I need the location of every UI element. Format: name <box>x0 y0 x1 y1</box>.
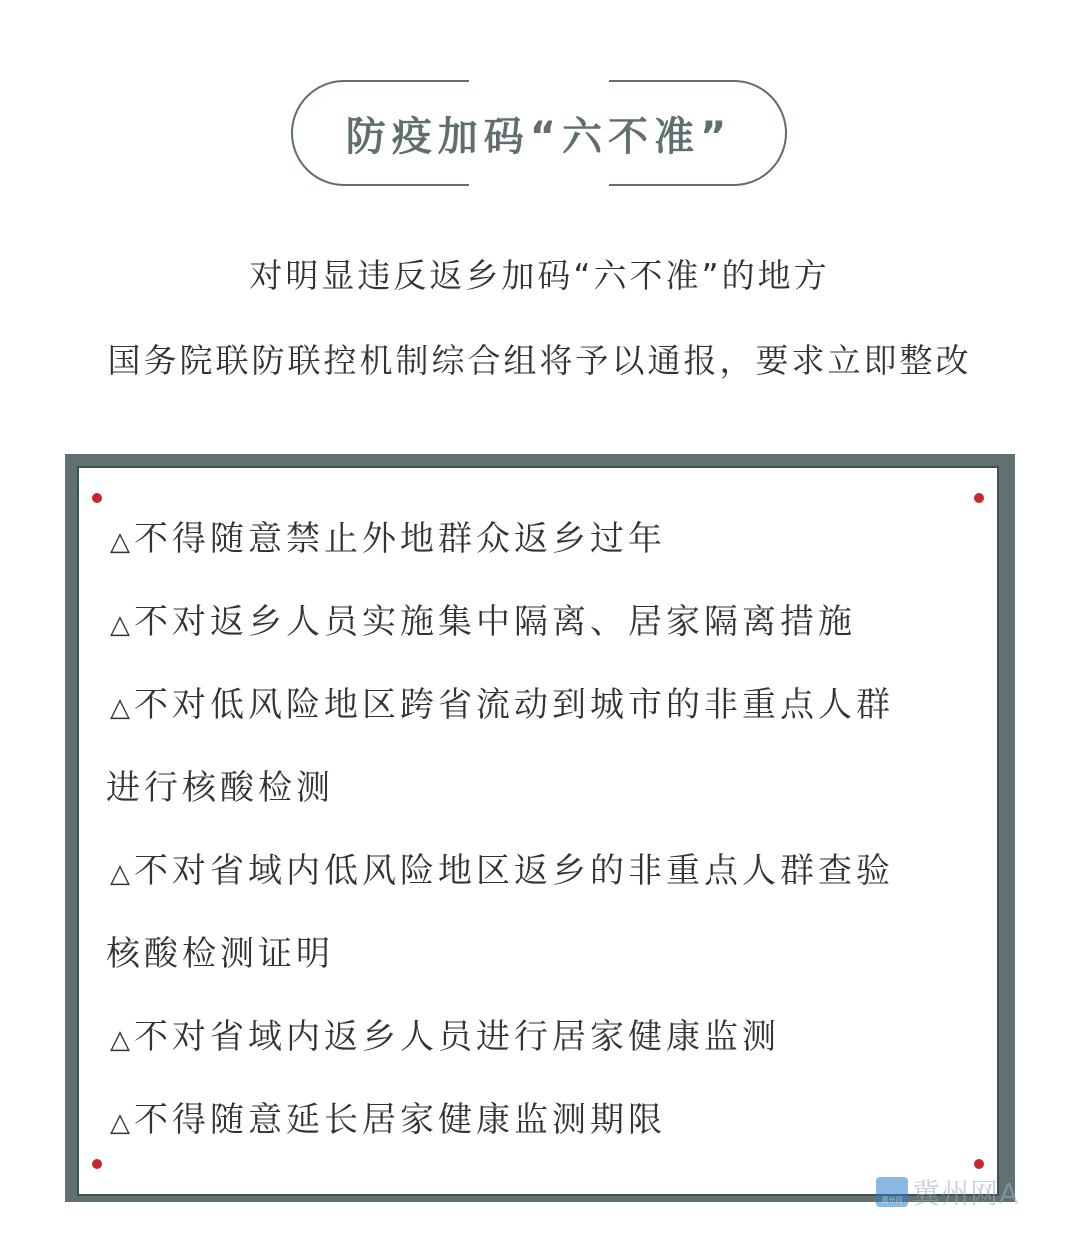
corner-dot-icon <box>974 493 984 503</box>
rule-item-continuation <box>106 934 986 977</box>
watermark <box>876 1172 1019 1212</box>
rule-item-continuation <box>106 768 986 811</box>
triangle-icon: △ <box>110 527 134 557</box>
rules-frame <box>65 454 1015 1202</box>
rule-text: 不对省域内低风险地区返乡的非重点人群查验 <box>134 851 894 891</box>
corner-dot-icon <box>92 493 102 503</box>
rule-text: 不对低风险地区跨省流动到城市的非重点人群 <box>134 685 894 725</box>
rule-text: 不对返乡人员实施集中隔离、居家隔离措施 <box>134 602 856 642</box>
triangle-icon: △ <box>110 859 134 889</box>
title-pill-gap-bottom <box>469 182 609 188</box>
corner-dot-icon <box>974 1159 984 1169</box>
triangle-icon: △ <box>110 1025 134 1055</box>
triangle-icon: △ <box>110 693 134 723</box>
watermark-text: 冀州网A <box>912 1177 1020 1210</box>
rule-text: 不得随意禁止外地群众返乡过年 <box>134 519 666 559</box>
title-pill <box>291 80 787 186</box>
title-pill-gap-top <box>469 78 609 84</box>
intro-line-1: 对明显违反返乡加码“六不准”的地方 <box>249 256 830 295</box>
triangle-icon: △ <box>110 610 134 640</box>
rule-item <box>110 602 990 645</box>
rule-item <box>110 1017 990 1060</box>
rule-text: 进行核酸检测 <box>106 768 334 808</box>
corner-dot-icon <box>92 1159 102 1169</box>
rules-panel <box>77 466 999 1196</box>
rule-item <box>110 1100 990 1143</box>
rule-item <box>110 519 990 562</box>
rule-text: 不对省域内返乡人员进行居家健康监测 <box>134 1017 780 1057</box>
triangle-icon: △ <box>110 1108 134 1138</box>
page-title: 防疫加码“六不准” <box>345 113 733 160</box>
rule-text: 不得随意延长居家健康监测期限 <box>134 1100 666 1140</box>
watermark-logo-icon <box>876 1177 908 1207</box>
rule-text: 核酸检测证明 <box>106 934 334 974</box>
intro-line-2: 国务院联防联控机制综合组将予以通报，要求立即整改 <box>107 341 972 380</box>
watermark-logo-text: 冀州网 <box>881 1196 903 1204</box>
rule-item <box>110 851 990 894</box>
rule-item <box>110 685 990 728</box>
